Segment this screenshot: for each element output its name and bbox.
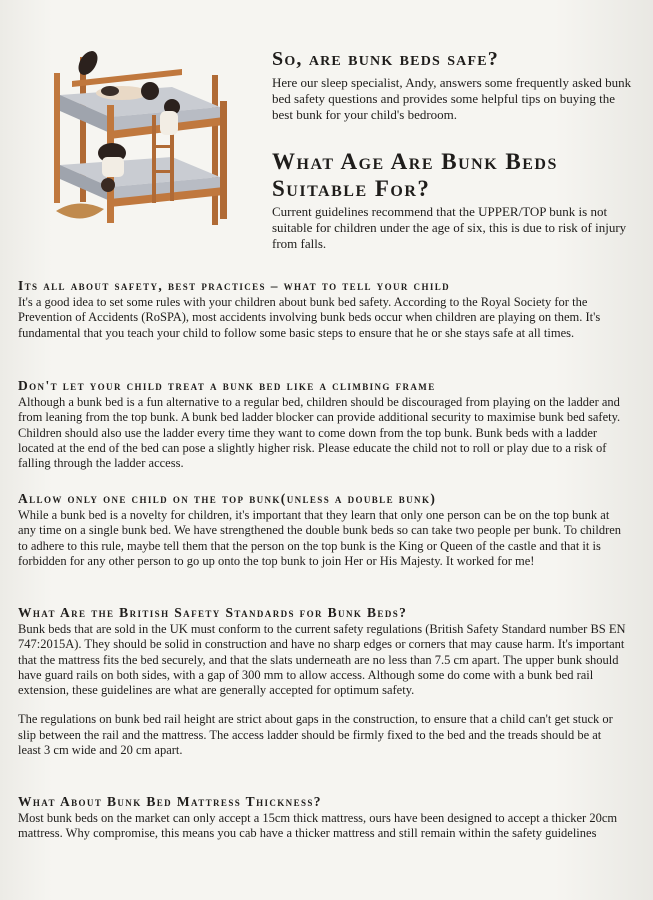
age-heading: What Age Are Bunk Beds Suitable For? <box>272 149 558 201</box>
section-paragraph: It's a good idea to set some rules with your children about bunk bed safety. According to the Royal Society for the Prevention of Accidents (RoSPA), most accidents involving bunk beds occur when children are playing on them. It's fundamental that you teach your child to follow some basic steps to ensure that he or she stays safe at all times. <box>18 295 601 340</box>
section-paragraph: Bunk beds that are sold in the UK must conform to the current safety regulations (British Safety Standard number BS EN 747:2015A). They should be solid in construction and have no sharp edges or corners that may cause harm. It's important that the mattress fits the bed securely, and that the slats underneath are no less than 7.5 cm apart. The upper bunk should have guard rails on both sides, with a gap of 300 mm to allow access. Although some do come with a bunk bed rail extension, these guidelines are what are generally accepted for optimum safety. <box>18 622 626 698</box>
section-heading: Its all about safety, best practices – what to tell your child <box>18 278 451 293</box>
section-safety-best-practices <box>18 278 626 341</box>
intro-text: Here our sleep specialist, Andy, answers some frequently asked bunk bed safety questions and provides some helpful tips on buying the best bunk for your child's bedroom. <box>272 75 632 122</box>
intro-title: So, are bunk beds safe? <box>272 48 499 70</box>
section-paragraph: The regulations on bunk bed rail height are strict about gaps in the construction, to ensure that a child can't get stuck or slip between the rail and the mattress. The access ladder should be firmly fixed to the bed and the treads should be at least 3 cm wide and 20 cm apart. <box>18 712 613 758</box>
section-paragraph: Most bunk beds on the market can only accept a 15cm thick mattress, ours have been designed to accept a thicker 20cm mattress. Why compromise, this means you cab have a thicker mattress and still remain within the safety guidelines <box>18 811 618 841</box>
section-safety-standards <box>18 605 626 758</box>
intro-block <box>272 48 632 123</box>
section-heading: What About Bunk Bed Mattress Thickness? <box>18 794 322 809</box>
bunk-bed-illustration <box>52 45 242 230</box>
section-mattress-thickness <box>18 794 626 842</box>
age-text: Current guidelines recommend that the UPPER/TOP bunk is not suitable for children under the age of six, this is due to risk of injury from falls. <box>272 204 627 251</box>
section-heading: Don't let your child treat a bunk bed like a climbing frame <box>18 378 436 393</box>
section-paragraph: Although a bunk bed is a fun alternative to a regular bed, children should be discouraged from playing on the ladder and from leaning from the top bunk. A bunk bed ladder blocker can provide additional security to maximise bunk bed safety. Children should also use the ladder every time they want to come down from the top bunk. Bunk beds with a ladder located at the end of the bed can pose a slightly higher risk. Please educate the child not to roll or play due to a risk of falling through the ladder access. <box>18 395 621 471</box>
section-one-child-top-bunk <box>18 491 626 569</box>
section-heading: Allow only one child on the top bunk(unless a double bunk) <box>18 491 437 506</box>
section-heading: What Are the British Safety Standards for Bunk Beds? <box>18 605 408 620</box>
section-climbing-frame <box>18 378 626 471</box>
section-paragraph: While a bunk bed is a novelty for children, it's important that they learn that only one person can be on the top bunk at any time on a single bunk bed. We have strengthened the double bunk beds so can take two people per bunk. To children to adhere to this rule, maybe tell them that the person on the top bunk is the King or Queen of the castle and that it is forbidden for any other person to go up onto the top bunk to join Her or His Majesty. It worked for me! <box>18 508 622 568</box>
age-block <box>272 148 632 252</box>
